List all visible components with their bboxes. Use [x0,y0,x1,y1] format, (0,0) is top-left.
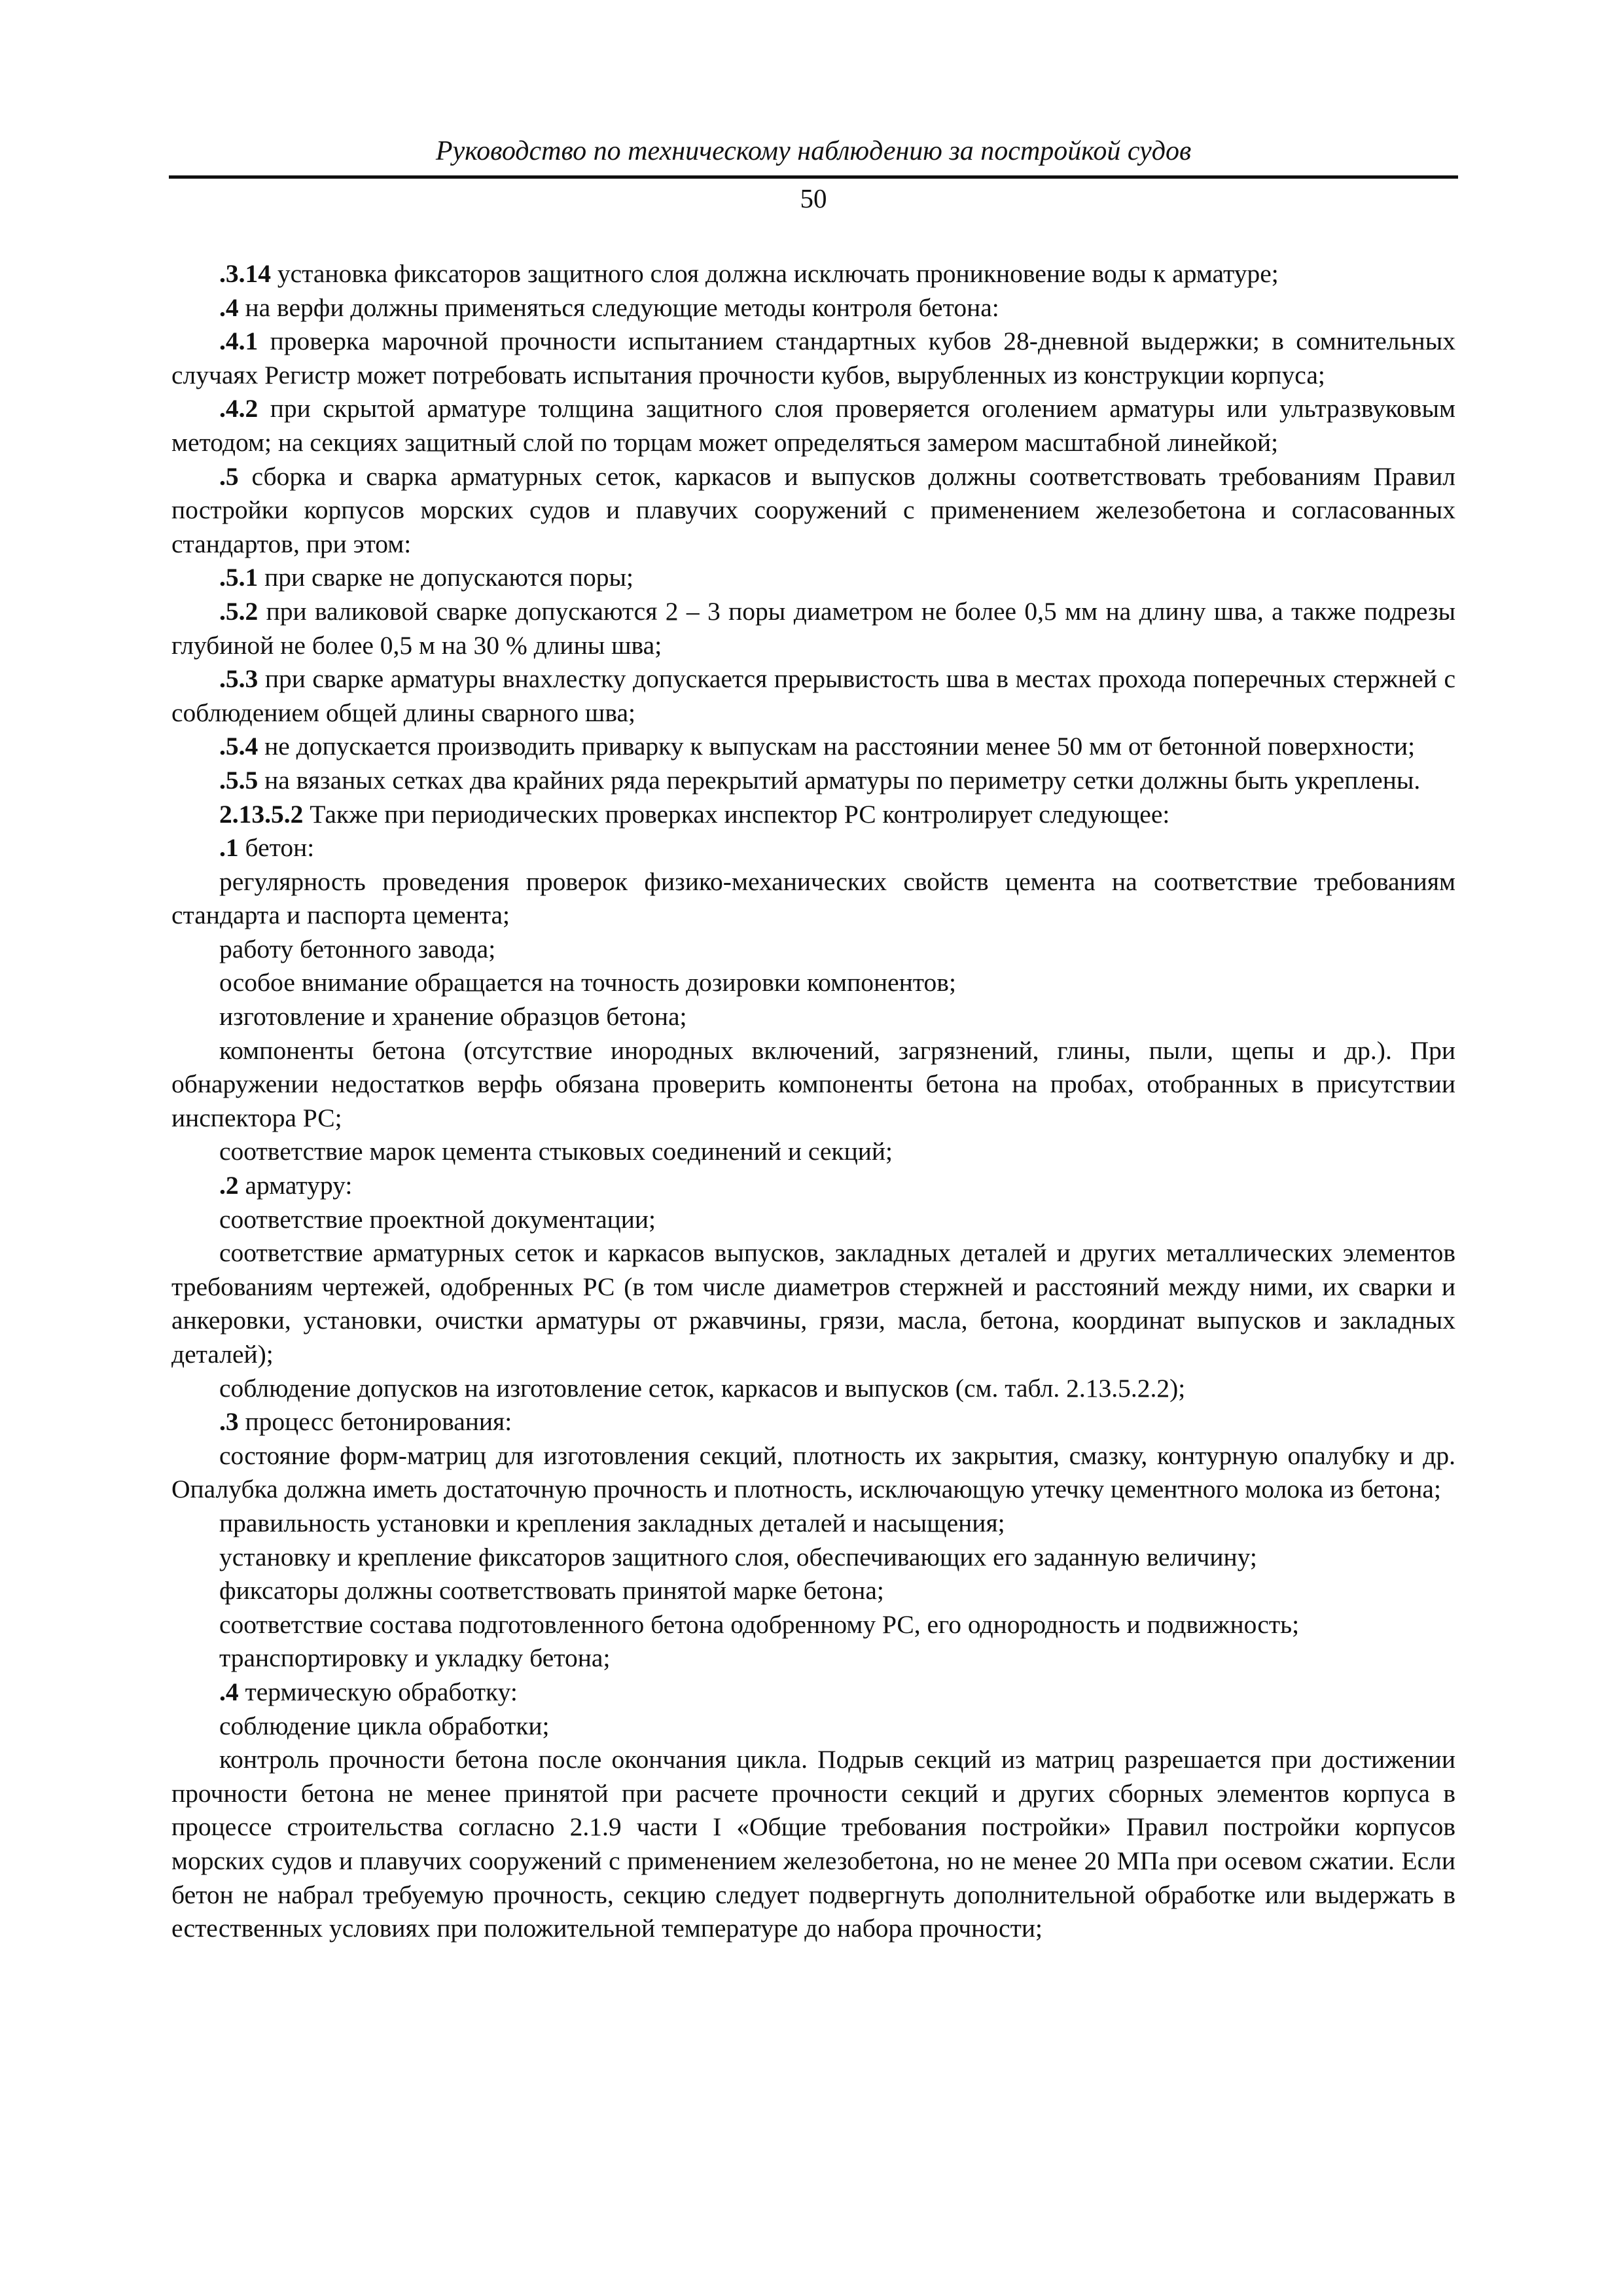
paragraph [171,1710,1455,1744]
paragraph [171,1541,1455,1575]
clause-number: .5.5 [219,765,259,795]
paragraph-text: работу бетонного завода; [219,934,496,963]
paragraph [171,1203,1455,1237]
paragraph-text: арматуру: [238,1171,353,1200]
paragraph [171,1439,1455,1507]
paragraph [171,1574,1455,1608]
paragraph-text: термическую обработку: [238,1677,518,1706]
paragraph-text: особое внимание обращается на точность дозировки компонентов; [219,968,956,997]
paragraph [171,1507,1455,1541]
paragraph [171,1236,1455,1371]
paragraph [171,1135,1455,1169]
paragraph [171,1034,1455,1136]
paragraph [171,764,1455,798]
paragraph-text: изготовление и хранение образцов бетона; [219,1002,687,1031]
paragraph [171,595,1455,662]
paragraph [171,966,1455,1000]
paragraph-text: транспортировку и укладку бетона; [219,1643,611,1673]
paragraph-text: Также при периодических проверках инспектор РС контролирует следующее: [303,799,1170,829]
page-number: 50 [800,183,827,213]
paragraph-text: на верфи должны применяться следующие методы контроля бетона: [238,293,999,322]
paragraph [171,561,1455,595]
paragraph [171,1676,1455,1710]
clause-number: .4.1 [219,327,259,356]
paragraph [171,1608,1455,1642]
paragraph-text: соблюдение допусков на изготовление сеток, каркасов и выпусков (см. табл. 2.13.5.2.2); [219,1373,1186,1403]
paragraph-text: при скрытой арматуре толщина защитного слоя проверяется оголением арматуры или ультразвуковым методом; на секциях защитный слой по торцам может определяться замером масштабной линейкой; [171,394,1455,457]
clause-number: .4 [219,1677,239,1706]
paragraph [171,1743,1455,1946]
clause-number: .3 [219,1407,239,1437]
paragraph-text: компоненты бетона (отсутствие инородных включений, загрязнений, глины, пыли, щепы и др.). При обнаружении недостатков верфь обязана проверить компоненты бетона на пробах, отобранных в присутствии инспектора РС; [171,1035,1455,1132]
paragraph-text: при сварке не допускаются поры; [258,563,633,592]
clause-number: 2.13.5.2 [219,799,304,829]
clause-number: .2 [219,1171,239,1200]
paragraph-text: на вязаных сетках два крайних ряда перекрытий арматуры по периметру сетки должны быть укреплены. [258,765,1421,795]
paragraph-text: регулярность проведения проверок физико-механических свойств цемента на соответствие требованиям стандарта и паспорта цемента; [171,867,1455,930]
paragraph [171,933,1455,967]
clause-number: .3.14 [219,259,271,288]
paragraph [171,798,1455,832]
clause-number: .1 [219,833,239,863]
clause-number: .4.2 [219,394,259,423]
paragraph [171,1000,1455,1034]
paragraph-text: процесс бетонирования: [238,1407,512,1437]
paragraph-text: соответствие состава подготовленного бетона одобренному РС, его однородность и подвижность; [219,1609,1300,1639]
paragraph-text: установку и крепление фиксаторов защитного слоя, обеспечивающих его заданную величину; [219,1542,1257,1571]
paragraph [171,662,1455,730]
paragraph-text: соблюдение цикла обработки; [219,1711,550,1740]
clause-number: .5.4 [219,732,259,761]
running-title: Руководство по техническому наблюдению за постройкой судов [435,136,1192,166]
paragraph [171,460,1455,562]
paragraph-text: при сварке арматуры внахлестку допускается прерывистость шва в местах прохода поперечных стержней с соблюдением общей длины сварного шва; [171,664,1455,727]
paragraph [171,865,1455,933]
body-text [171,257,1455,1946]
paragraph-text: соответствие проектной документации; [219,1204,656,1234]
paragraph-text: фиксаторы должны соответствовать принятой марке бетона; [219,1576,884,1605]
paragraph [171,325,1455,392]
clause-number: .4 [219,293,239,322]
paragraph [171,1169,1455,1203]
paragraph-text: контроль прочности бетона после окончания цикла. Подрыв секций из матриц разрешается при достижении прочности бетона не менее принятой при расчете прочности секций и других сборных элементов корпуса в процессе строительства согласно 2.1.9 части I «Общие требования постройки» Правил постройки корпусов морских судов и плавучих сооружений с применением железобетона, но не менее 20 МПа при осевом сжатии. Если бетон не набрал требуемую прочность, секцию следует подвергнуть дополнительной обработке или выдержать в естественных условиях при положительной температуре до набора прочности; [171,1745,1455,1943]
paragraph [171,291,1455,325]
paragraph-text: состояние форм-матриц для изготовления секций, плотность их закрытия, смазку, контурную опалубку и др. Опалубка должна иметь достаточную прочность и плотность, исключающую утечку цементного молока из бетона; [171,1441,1455,1504]
clause-number: .5.1 [219,563,259,592]
paragraph [171,1372,1455,1406]
clause-number: .5 [219,461,239,491]
paragraph-text: не допускается производить приварку к выпускам на расстоянии менее 50 мм от бетонной поверхности; [258,732,1416,761]
paragraph [171,257,1455,291]
clause-number: .5.2 [219,596,259,626]
paragraph [171,392,1455,459]
paragraph [171,1405,1455,1439]
header-rule [169,175,1458,179]
clause-number: .5.3 [219,664,259,694]
paragraph [171,730,1455,764]
paragraph-text: установка фиксаторов защитного слоя должна исключать проникновение воды к арматуре; [271,259,1279,288]
paragraph-text: соответствие марок цемента стыковых соединений и секций; [219,1137,893,1166]
paragraph-text: проверка марочной прочности испытанием стандартных кубов 28-дневной выдержки; в сомнительных случаях Регистр может потребовать испытания прочности кубов, вырубленных из конструкции корпуса; [171,327,1455,389]
paragraph-text: соответствие арматурных сеток и каркасов выпусков, закладных деталей и других металлических элементов требованиям чертежей, одобренных РС (в том числе диаметров стержней и расстояний между ними, их сварки и анкеровки, установки, очистки арматуры от ржавчины, грязи, масла, бетона, координат выпусков и закладных деталей); [171,1238,1455,1369]
paragraph-text: правильность установки и крепления закладных деталей и насыщения; [219,1508,1005,1537]
paragraph [171,1641,1455,1676]
paragraph [171,831,1455,865]
paragraph-text: бетон: [238,833,315,863]
paragraph-text: сборка и сварка арматурных сеток, каркасов и выпусков должны соответствовать требованиям Правил постройки корпусов морских судов и плавучих сооружений с применением железобетона и согласованных стандартов, при этом: [171,461,1455,558]
paragraph-text: при валиковой сварке допускаются 2 – 3 поры диаметром не более 0,5 мм на длину шва, а также подрезы глубиной не более 0,5 м на 30 % длины шва; [171,596,1455,660]
